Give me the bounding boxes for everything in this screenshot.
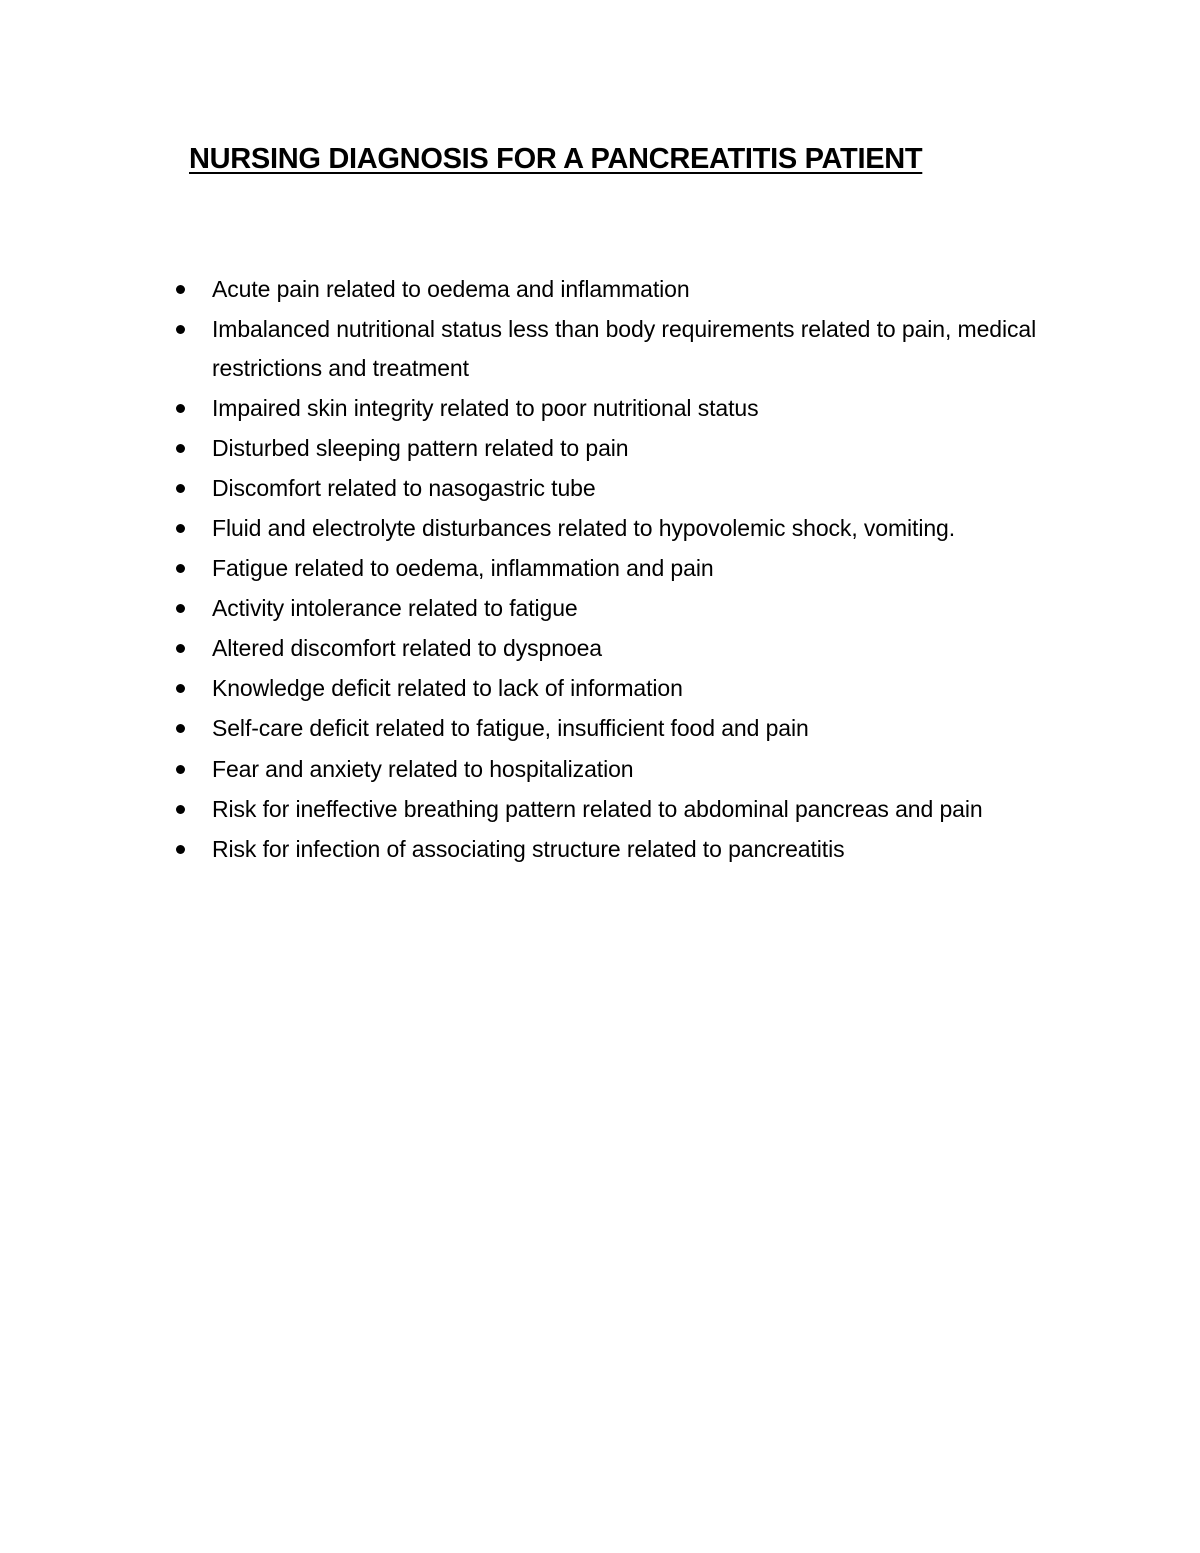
bullet-icon	[176, 325, 185, 334]
bullet-icon	[176, 765, 185, 774]
list-item	[0, 429, 1200, 468]
list-item-text: Self-care deficit related to fatigue, insufficient food and pain	[212, 715, 809, 742]
list-item-text: Fatigue related to oedema, inflammation and pain	[212, 555, 714, 582]
bullet-icon	[176, 644, 185, 653]
list-item-text: Activity intolerance related to fatigue	[212, 595, 578, 622]
list-item-text: Risk for ineffective breathing pattern related to abdominal pancreas and pain	[212, 795, 983, 822]
list-item	[0, 830, 1200, 869]
list-item-text: Discomfort related to nasogastric tube	[212, 474, 596, 501]
list-item-text: Altered discomfort related to dyspnoea	[212, 635, 602, 662]
bullet-icon	[176, 684, 185, 693]
list-item	[0, 270, 1200, 309]
list-item	[0, 589, 1200, 628]
list-item	[0, 629, 1200, 668]
bullet-icon	[176, 444, 185, 453]
list-item-text: Impaired skin integrity related to poor nutritional status	[212, 394, 759, 421]
bullet-icon	[176, 604, 185, 613]
bullet-icon	[176, 484, 185, 493]
list-item-text: Imbalanced nutritional status less than body requirements related to pain, medical restrictions and treatment	[212, 316, 1037, 381]
list-item-text: Knowledge deficit related to lack of information	[212, 675, 683, 702]
list-item	[0, 709, 1200, 748]
bullet-icon	[176, 404, 185, 413]
bullet-icon	[176, 564, 185, 573]
list-item	[0, 669, 1200, 708]
list-item	[0, 509, 1200, 548]
bullet-icon	[176, 524, 185, 533]
list-item	[0, 790, 1200, 829]
list-item	[0, 469, 1200, 508]
list-item-text: Disturbed sleeping pattern related to pain	[212, 434, 629, 461]
bullet-icon	[176, 845, 185, 854]
list-item	[0, 549, 1200, 588]
list-item-text: Acute pain related to oedema and inflammation	[212, 276, 690, 302]
bullet-icon	[176, 805, 185, 814]
list-item	[0, 310, 1200, 387]
list-item-text: Fluid and electrolyte disturbances related to hypovolemic shock, vomiting.	[212, 514, 956, 541]
page-title: NURSING DIAGNOSIS FOR A PANCREATITIS PATIENT	[189, 143, 923, 175]
list-item-text: Risk for infection of associating structure related to pancreatitis	[212, 835, 845, 862]
list-item	[0, 389, 1200, 428]
list-item	[0, 750, 1200, 789]
diagnosis-list	[0, 270, 1200, 870]
bullet-icon	[176, 285, 185, 294]
bullet-icon	[176, 724, 185, 733]
list-item-text: Fear and anxiety related to hospitalization	[212, 755, 634, 782]
